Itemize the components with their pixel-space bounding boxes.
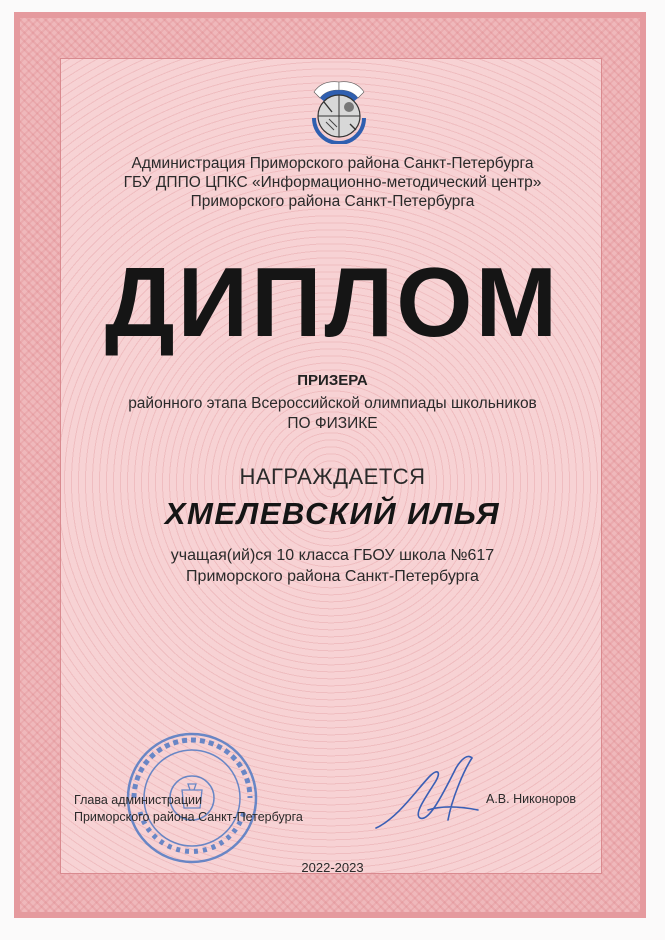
academic-year: 2022-2023 [301, 860, 364, 875]
issuer-header [0, 154, 665, 211]
signatory-position-line-2: Приморского района Санкт-Петербурга [74, 810, 303, 824]
handwritten-signature-icon [368, 748, 488, 844]
award-status: ПРИЗЕРА [297, 372, 368, 389]
diploma-title: ДИПЛОМ [104, 247, 561, 357]
olympiad-stage: районного этапа Всероссийской олимпиады школьников [128, 395, 537, 412]
issuer-line-3: Приморского района Санкт-Петербурга [190, 193, 475, 210]
recipient-school: учащая(ий)ся 10 класса ГБОУ школа №617 [170, 547, 495, 564]
issuer-line-1: Администрация Приморского района Санкт-Петербурга [131, 155, 534, 172]
signatory-name: А.В. Никоноров [486, 792, 577, 806]
recipient-details [0, 545, 665, 587]
recipient-district: Приморского района Санкт-Петербурга [186, 568, 479, 585]
olympiad-subject: ПО ФИЗИКЕ [287, 415, 378, 432]
olympiad-logo-icon [300, 72, 378, 144]
signatory-position-line-1: Глава администрации [74, 793, 202, 807]
awarded-label: НАГРАЖДАЕТСЯ [239, 464, 426, 489]
olympiad-description [0, 394, 665, 434]
signatory-position [74, 792, 303, 826]
recipient-name: ХМЕЛЕВСКИЙ ИЛЬЯ [164, 496, 501, 531]
issuer-line-2: ГБУ ДППО ЦПКС «Информационно-методический центр» [123, 174, 542, 191]
